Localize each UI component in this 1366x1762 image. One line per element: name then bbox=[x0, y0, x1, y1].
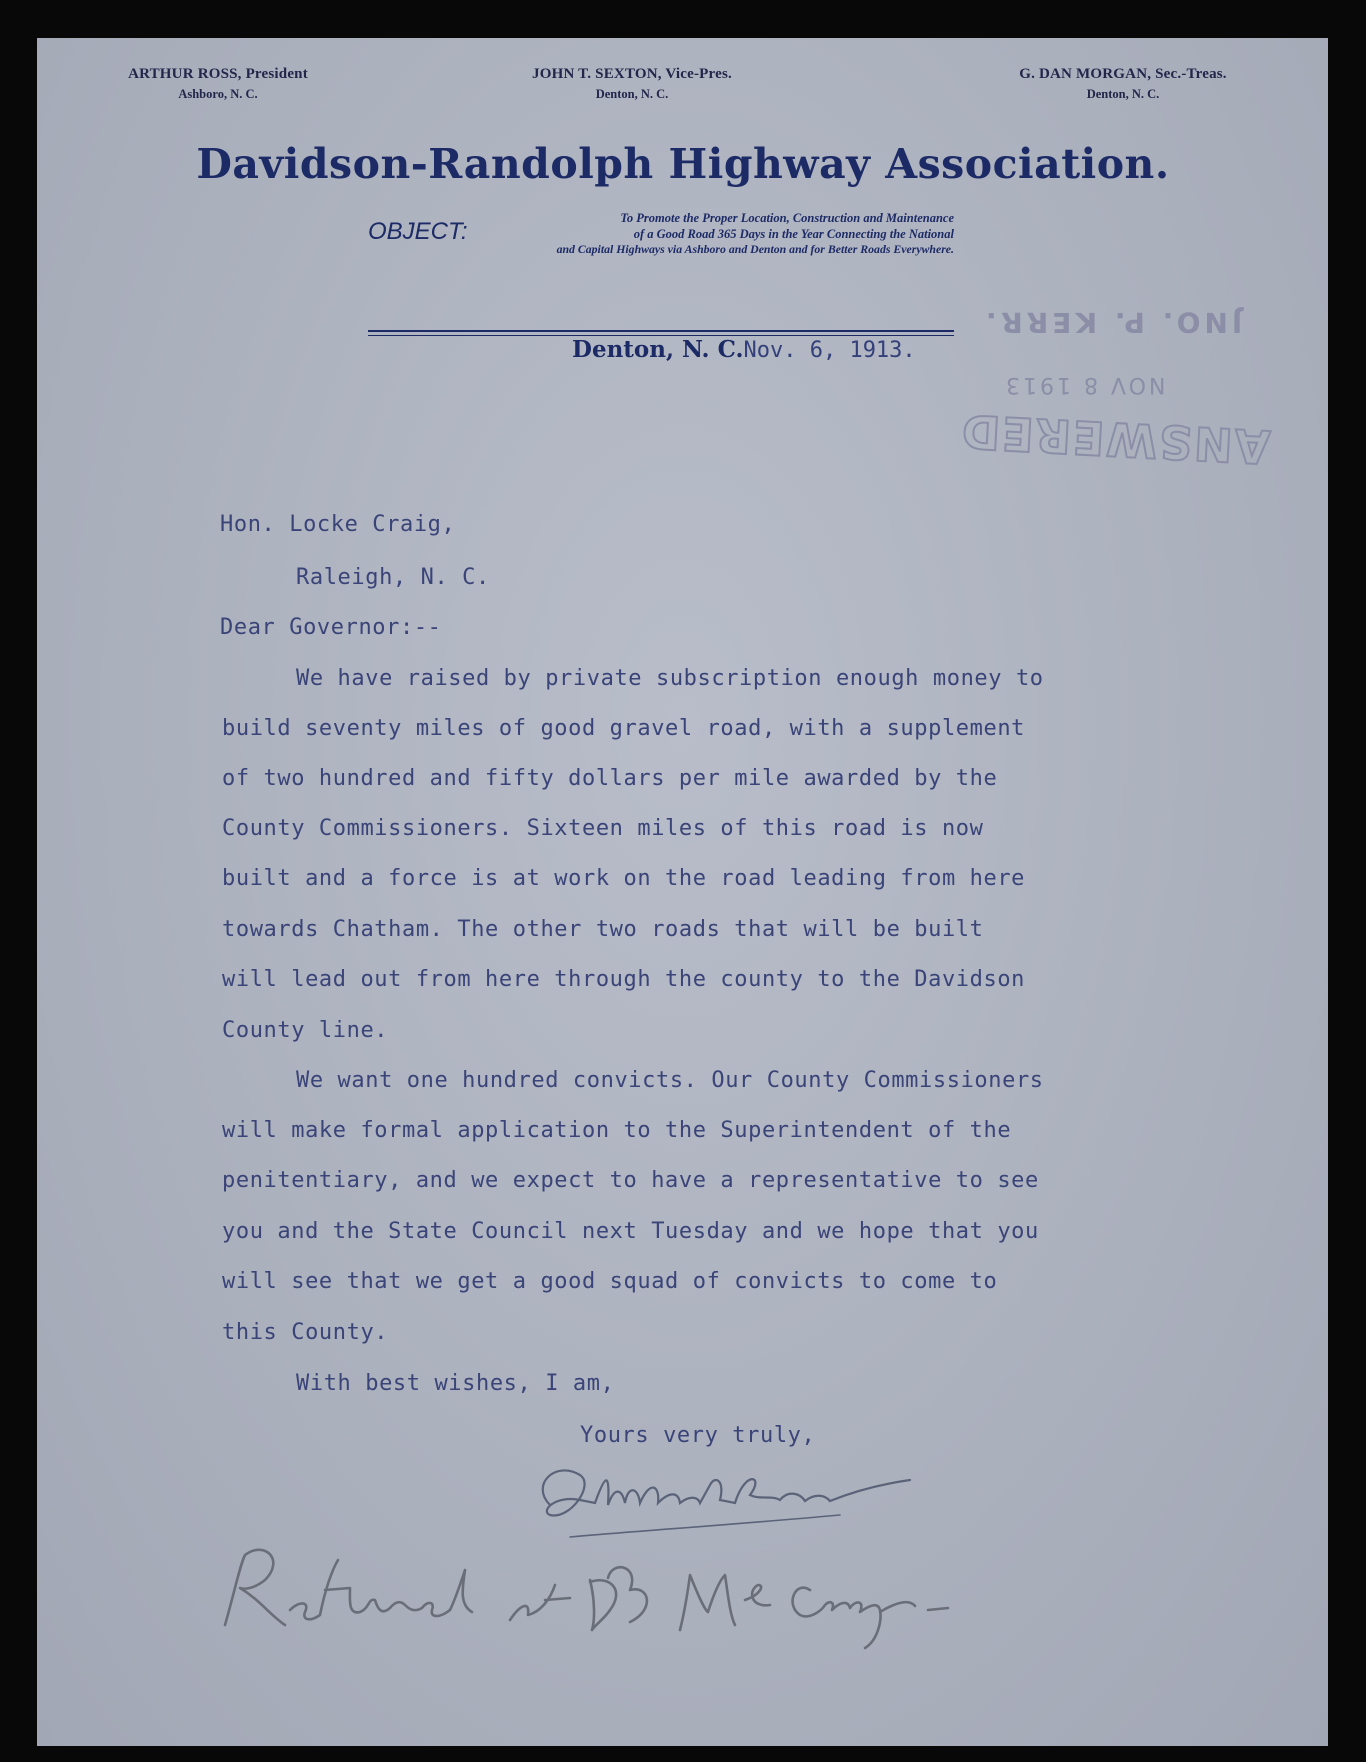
object-statement bbox=[368, 208, 954, 274]
body-line: will make formal application to the Superintendent of the bbox=[222, 1118, 1012, 1143]
dateline bbox=[572, 336, 916, 363]
body-line: County line. bbox=[222, 1018, 389, 1043]
body-line: With best wishes, I am, bbox=[296, 1371, 615, 1396]
recipient-name: Hon. Locke Craig, bbox=[220, 512, 456, 537]
body-line: We have raised by private subscription enough money to bbox=[296, 666, 1044, 691]
object-line: To Promote the Proper Location, Construction and Maintenance bbox=[620, 211, 954, 225]
body-line: will lead out from here through the county to the Davidson bbox=[222, 967, 1026, 992]
organization-title: Davidson-Randolph Highway Association. bbox=[196, 140, 1170, 188]
body-line: penitentiary, and we expect to have a representative to see bbox=[222, 1168, 1039, 1193]
officer-vice-president bbox=[532, 66, 732, 102]
object-label: OBJECT: bbox=[368, 218, 468, 245]
body-line: towards Chatham. The other two roads that will be built bbox=[222, 917, 984, 942]
officer-location: Denton, N. C. bbox=[595, 87, 669, 101]
body-line: you and the State Council next Tuesday and we hope that you bbox=[222, 1219, 1039, 1244]
dateline-place: Denton, N. C. bbox=[572, 336, 744, 363]
object-line: and Capital Highways via Ashboro and Denton and for Better Roads Everywhere. bbox=[556, 242, 954, 256]
body-line: will see that we get a good squad of convicts to come to bbox=[222, 1269, 998, 1294]
handwritten-annotation bbox=[210, 1530, 950, 1660]
recipient-city: Raleigh, N. C. bbox=[296, 565, 490, 590]
officer-location: Ashboro, N. C. bbox=[178, 87, 258, 101]
dateline-date: Nov. 6, 1913. bbox=[743, 338, 916, 363]
officer-name: JOHN T. SEXTON, Vice-Pres. bbox=[532, 66, 732, 82]
received-stamp-date: NOV 8 1913 bbox=[1003, 372, 1166, 397]
body-line: build seventy miles of good gravel road, with a supplement bbox=[222, 716, 1026, 741]
body-line: We want one hundred convicts. Our County Commissioners bbox=[296, 1068, 1044, 1093]
answered-stamp: ANSWERED bbox=[958, 403, 1272, 475]
object-line: of a Good Road 365 Days in the Year Connecting the National bbox=[633, 226, 954, 241]
salutation: Dear Governor:-- bbox=[220, 615, 442, 640]
divider-rule bbox=[368, 330, 954, 332]
officer-location: Denton, N. C. bbox=[1086, 87, 1160, 101]
officer-secretary-treasurer bbox=[1008, 66, 1238, 102]
officer-president bbox=[118, 66, 318, 102]
body-line: County Commissioners. Sixteen miles of this road is now bbox=[222, 816, 984, 841]
object-text bbox=[368, 211, 954, 258]
officer-name: G. DAN MORGAN, Sec.-Treas. bbox=[1019, 66, 1227, 82]
closing: Yours very truly, bbox=[580, 1423, 816, 1448]
officer-name: ARTHUR ROSS, President bbox=[128, 66, 308, 82]
body-line: this County. bbox=[222, 1320, 389, 1345]
body-line: of two hundred and fifty dollars per mile awarded by the bbox=[222, 766, 998, 791]
received-stamp-name: JNO. P. KERR. bbox=[982, 306, 1243, 339]
body-line: built and a force is at work on the road leading from here bbox=[222, 866, 1026, 891]
